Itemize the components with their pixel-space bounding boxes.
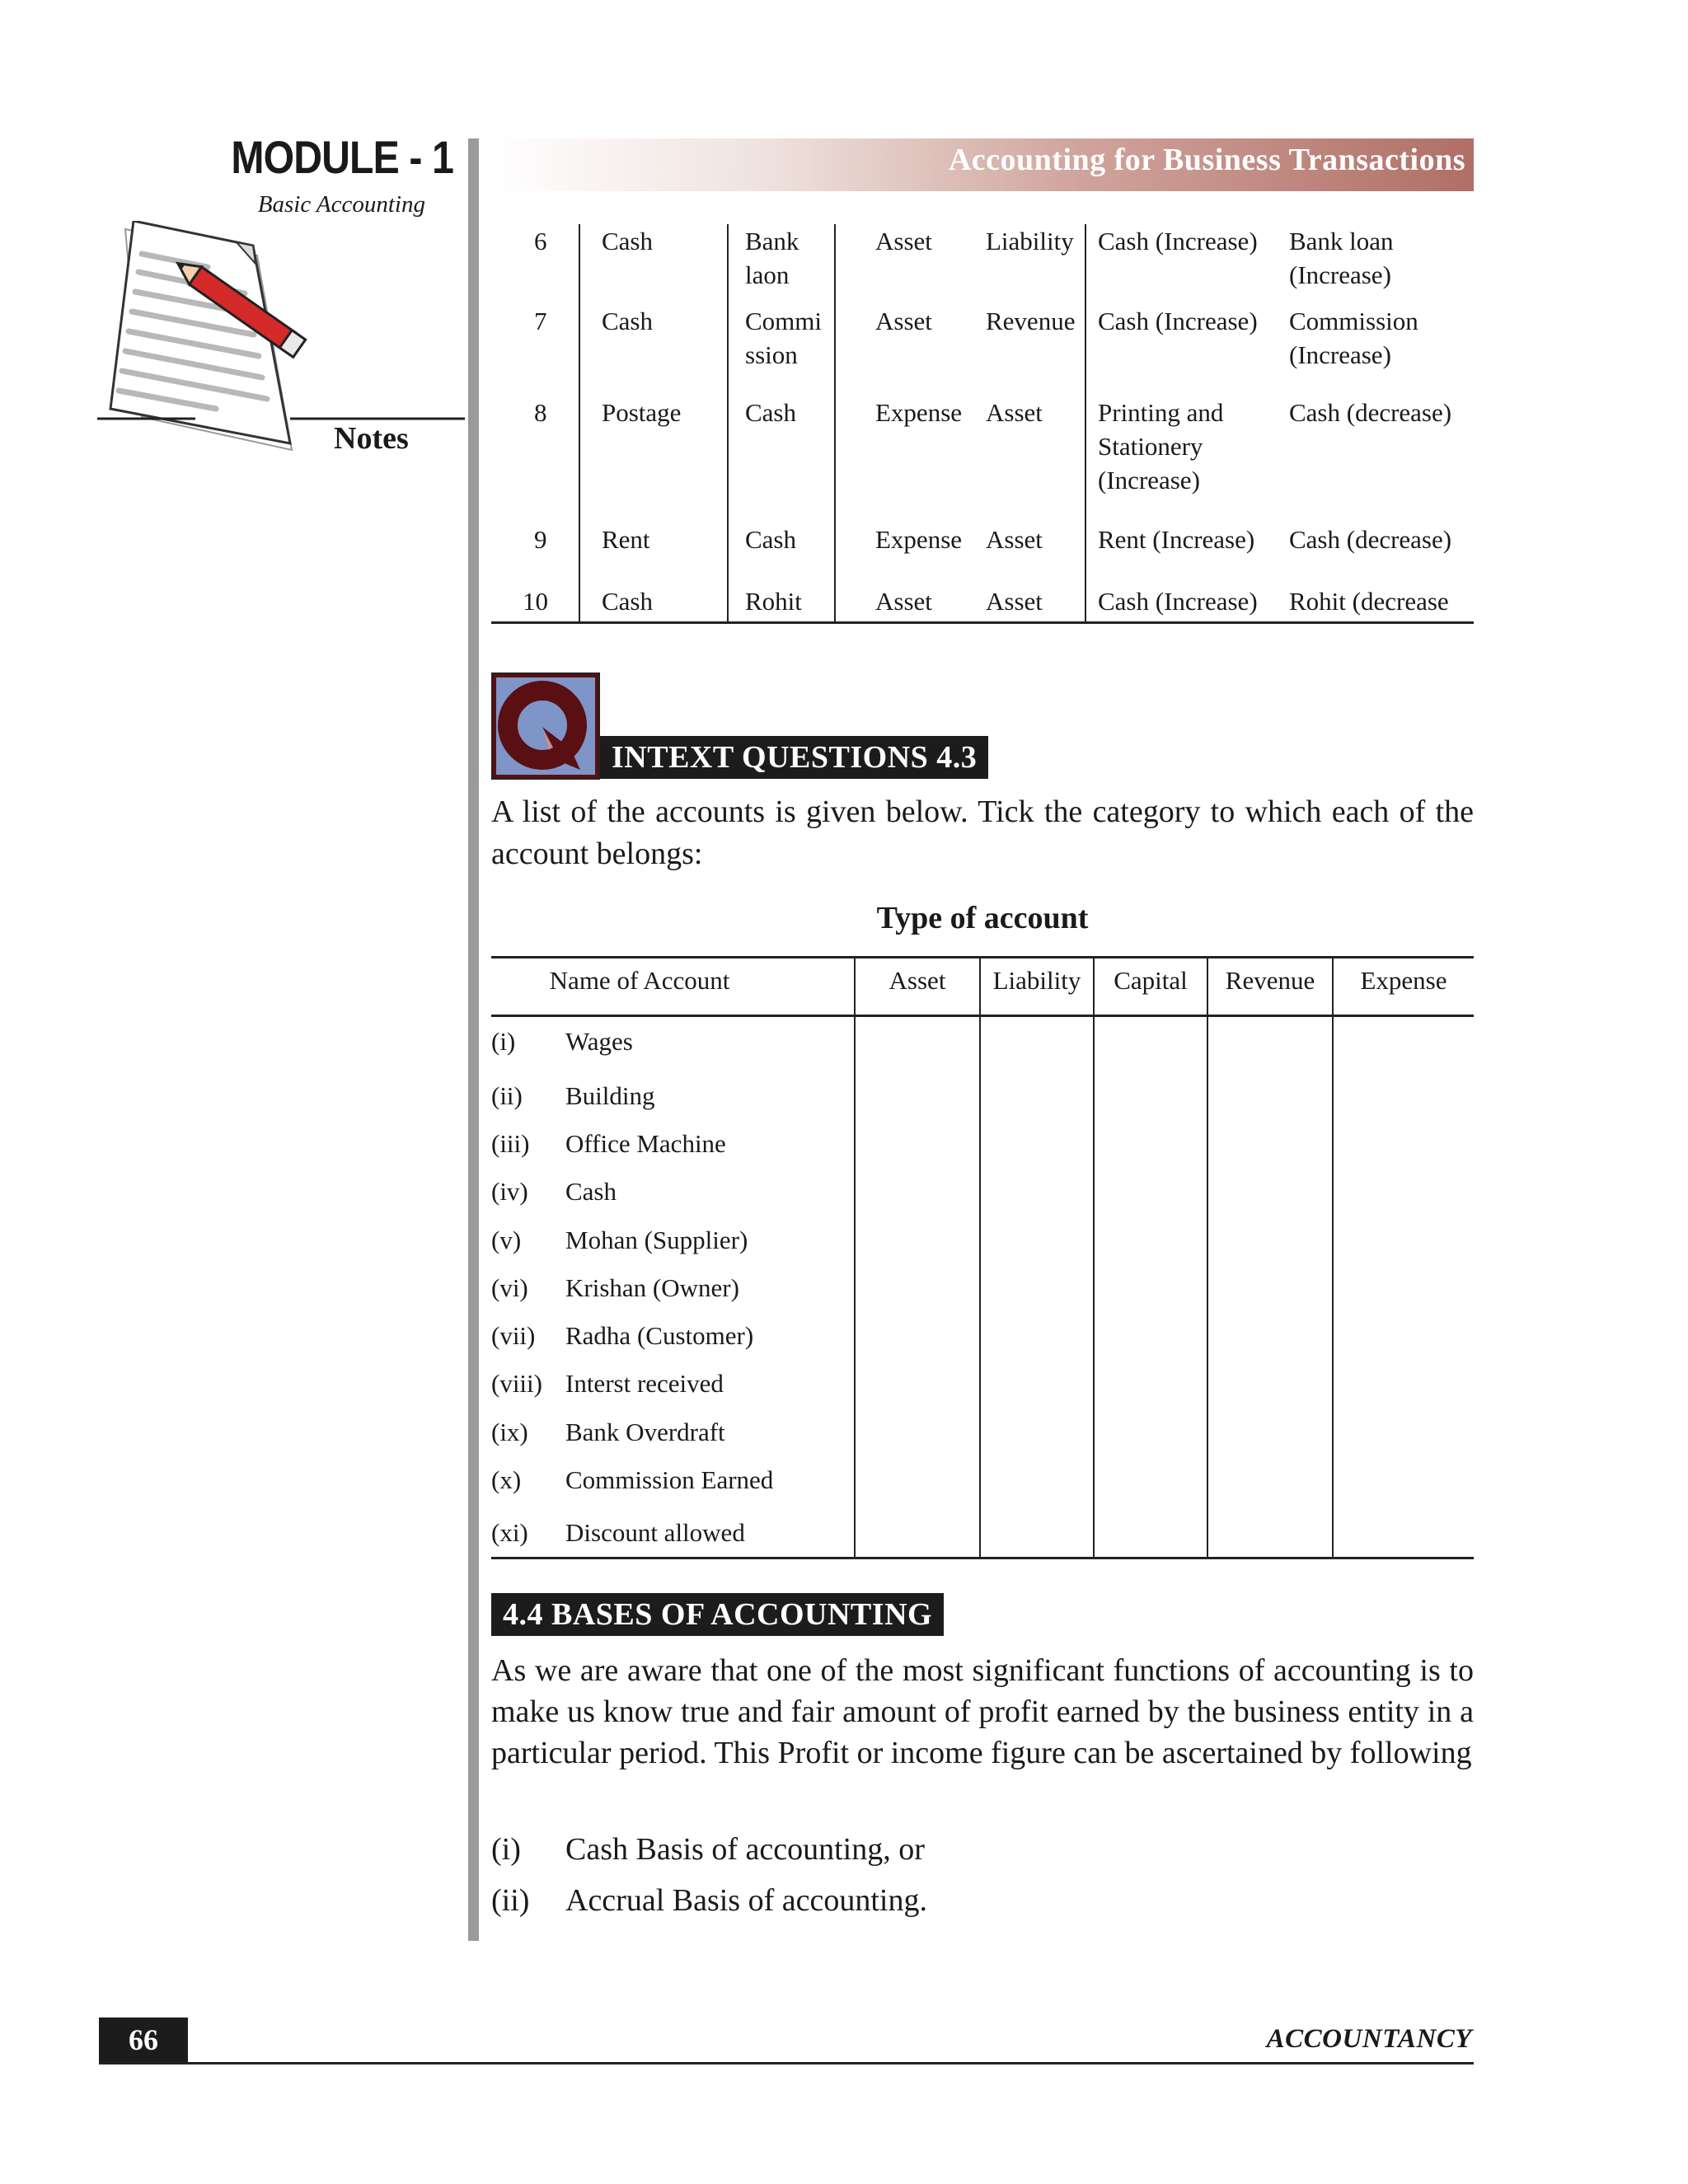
module-title: MODULE - 1 — [231, 131, 453, 183]
row-number: (xi) — [491, 1518, 528, 1547]
column-header: Capital — [1114, 966, 1188, 995]
basis-item — [491, 1882, 927, 1919]
table-cell: Asset — [986, 525, 1043, 554]
column-divider — [1332, 956, 1334, 1559]
table-cell: Liability — [986, 227, 1074, 255]
column-divider — [1207, 956, 1208, 1559]
account-name: Krishan (Owner) — [565, 1273, 739, 1302]
row-number: (ix) — [491, 1418, 528, 1446]
table-cell: Cash — [602, 307, 653, 335]
table-cell: 8 — [534, 398, 547, 427]
section-paragraph: As we are aware that one of the most significant functions of accounting is to make us know true and fair amount of profit earned by the business entity in a particular period. This Profit or income figure can be ascertained by following — [491, 1653, 1474, 1770]
column-header: Asset — [889, 966, 946, 995]
intext-questions-heading: INTEXT QUESTIONS 4.3 — [600, 736, 988, 779]
table-bottom-rule — [491, 621, 1474, 624]
column-divider — [854, 956, 856, 1559]
column-header: Revenue — [1225, 966, 1315, 995]
basis-text: Accrual Basis of accounting. — [565, 1883, 927, 1918]
column-header: Name of Account — [549, 966, 730, 995]
table-cell: Cash — [745, 525, 796, 554]
column-divider — [1093, 956, 1095, 1559]
account-name: Mohan (Supplier) — [565, 1226, 748, 1254]
account-name: Radha (Customer) — [565, 1321, 754, 1350]
table-cell: Rohit (decrease — [1289, 587, 1449, 616]
table-cell: Rent — [602, 525, 650, 554]
transactions-table — [491, 224, 1474, 624]
table-title: Type of account — [876, 901, 1089, 935]
table-cell: Asset — [986, 398, 1043, 427]
table-cell: Rent (Increase) — [1098, 525, 1255, 554]
table-cell: Rohit — [745, 587, 802, 616]
account-name: Commission Earned — [565, 1465, 774, 1494]
page-number: 66 — [99, 2018, 188, 2062]
notes-label: Notes — [334, 421, 409, 456]
column-divider — [579, 224, 580, 624]
chapter-title: Accounting for Business Transactions — [948, 143, 1465, 177]
table-cell: Expense — [875, 398, 963, 427]
table-cell: 7 — [534, 307, 547, 335]
account-type-table — [491, 956, 1474, 1559]
account-name: Interst received — [565, 1369, 724, 1398]
table-cell: Cash — [602, 227, 653, 255]
footer-subject-label: ACCOUNTANCY — [1266, 2024, 1472, 2054]
account-name: Cash — [565, 1177, 617, 1206]
table-cell: Commi ssion — [745, 307, 823, 369]
column-divider — [727, 224, 729, 624]
basis-number: (ii) — [491, 1883, 530, 1918]
row-number: (i) — [491, 1027, 516, 1056]
header-rule — [491, 1015, 1474, 1017]
margin-divider — [468, 138, 479, 1941]
footer-rule — [99, 2062, 1474, 2064]
basis-item — [491, 1831, 925, 1868]
account-name: Office Machine — [565, 1129, 726, 1158]
table-cell: Asset — [875, 307, 932, 335]
row-number: (viii) — [491, 1369, 542, 1398]
table-cell: Cash — [602, 587, 653, 616]
account-name: Discount allowed — [565, 1518, 745, 1547]
question-q-icon — [491, 673, 600, 780]
table-cell: Postage — [602, 398, 682, 427]
account-name: Bank Overdraft — [565, 1418, 725, 1446]
account-name: Wages — [565, 1027, 633, 1056]
intext-instruction: A list of the accounts is given below. Tick the category to which each of the account belongs: — [491, 794, 1474, 871]
table-cell: 10 — [523, 587, 548, 616]
table-cell: 6 — [534, 227, 547, 255]
row-number: (x) — [491, 1465, 522, 1494]
table-cell: Cash (Increase) — [1098, 587, 1258, 616]
table-cell: Commission (Increase) — [1289, 307, 1418, 369]
row-number: (iii) — [491, 1129, 530, 1158]
column-header: Liability — [992, 966, 1081, 995]
table-cell: Asset — [986, 587, 1043, 616]
column-divider — [979, 956, 981, 1559]
table-cell: Revenue — [986, 307, 1076, 335]
row-number: (vii) — [491, 1321, 536, 1350]
row-number: (vi) — [491, 1273, 528, 1302]
table-cell: 9 — [534, 525, 547, 554]
row-number: (iv) — [491, 1177, 528, 1206]
basis-number: (i) — [491, 1832, 521, 1867]
chapter-header — [491, 138, 1474, 191]
table-cell: Asset — [875, 227, 932, 255]
column-divider — [834, 224, 836, 624]
table-cell: Asset — [875, 587, 932, 616]
account-name: Building — [565, 1081, 655, 1110]
basis-text: Cash Basis of accounting, or — [565, 1832, 925, 1867]
table-cell: Cash (decrease) — [1289, 525, 1452, 554]
table-top-rule — [491, 956, 1474, 958]
table-cell: Printing and Stationery (Increase) — [1098, 398, 1224, 494]
section-heading: 4.4 BASES OF ACCOUNTING — [491, 1593, 944, 1636]
table-cell: Cash — [745, 398, 796, 427]
table-cell: Cash (Increase) — [1098, 227, 1258, 255]
notes-pencil-icon — [92, 221, 471, 460]
table-cell: Bank laon — [745, 227, 799, 289]
row-number: (v) — [491, 1226, 522, 1254]
table-cell: Cash (decrease) — [1289, 398, 1452, 427]
module-subtitle: Basic Accounting — [257, 191, 425, 218]
table-cell: Expense — [875, 525, 963, 554]
table-cell: Cash (Increase) — [1098, 307, 1258, 335]
table-cell: Bank loan (Increase) — [1289, 227, 1394, 289]
row-number: (ii) — [491, 1081, 523, 1110]
column-divider — [1085, 224, 1086, 624]
table-bottom-rule — [491, 1557, 1474, 1559]
column-header: Expense — [1360, 966, 1447, 995]
